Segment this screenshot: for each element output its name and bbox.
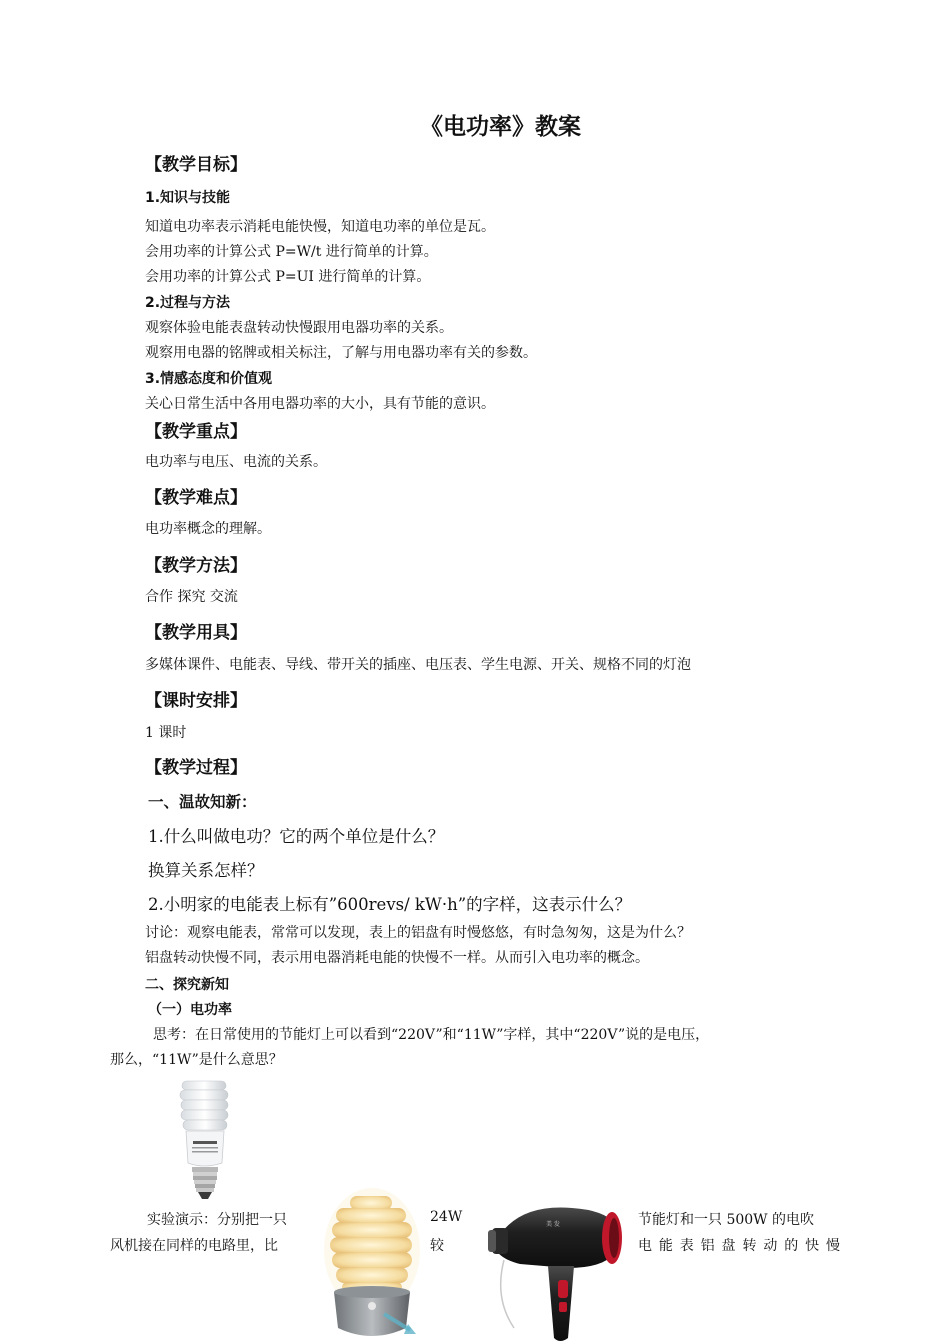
- knowledge-line-3: 会用功率的计算公式 P=UI 进行简单的计算。: [145, 269, 431, 285]
- experiment-text-b2: 较: [430, 1238, 444, 1254]
- heading-process: 【教学过程】: [145, 758, 247, 778]
- experiment-text-c2: 电 能 表 铝 盘 转 动 的 快 慢: [638, 1238, 840, 1254]
- heading-key-points: 【教学重点】: [145, 422, 247, 442]
- knowledge-line-2: 会用功率的计算公式 P=W/t 进行简单的计算。: [145, 244, 438, 260]
- heading-tools: 【教学用具】: [145, 623, 247, 643]
- difficulties-text: 电功率概念的理解。: [145, 521, 271, 537]
- tools-text: 多媒体课件、电能表、导线、带开关的插座、电压表、学生电源、开关、规格不同的灯泡: [145, 657, 691, 673]
- experiment-text-a2: 风机接在同样的电路里，比: [110, 1238, 278, 1254]
- methods-text: 合作 探究 交流: [145, 589, 238, 605]
- heading-schedule: 【课时安排】: [145, 691, 247, 711]
- experiment-text-b1: 24W: [430, 1209, 463, 1225]
- objective-knowledge-title: 1.知识与技能: [145, 190, 231, 206]
- discussion-text: 讨论：观察电能表，常常可以发现，表上的铝盘有时慢悠悠，有时急匆匆，这是为什么？: [145, 925, 691, 941]
- hair-dryer-image: [484, 1198, 628, 1344]
- knowledge-line-1: 知道电功率表示消耗电能快慢，知道电功率的单位是瓦。: [145, 219, 495, 235]
- objective-process-title: 2.过程与方法: [145, 295, 231, 311]
- glowing-spiral-bulb-image: [322, 1188, 422, 1344]
- heading-difficulties: 【教学难点】: [145, 488, 247, 508]
- schedule-text: 1 课时: [145, 725, 187, 741]
- power-section-title: （一）电功率: [148, 1002, 232, 1018]
- experiment-text-c1: 节能灯和一只 500W 的电吹: [638, 1212, 815, 1228]
- process-line-1: 观察体验电能表盘转动快慢跟用电器功率的关系。: [145, 320, 453, 336]
- process-line-2: 观察用电器的铭牌或相关标注，了解与用电器功率有关的参数。: [145, 345, 537, 361]
- review-question-1b: 换算关系怎样？: [148, 861, 264, 880]
- emotion-line-1: 关心日常生活中各用电器功率的大小，具有节能的意识。: [145, 396, 495, 412]
- new-knowledge-title: 二、探究新知: [145, 977, 229, 993]
- key-points-text: 电功率与电压、电流的关系。: [145, 454, 327, 470]
- heading-methods: 【教学方法】: [145, 556, 247, 576]
- objective-emotion-title: 3.情感态度和价值观: [145, 371, 273, 387]
- page-title: 《电功率》教案: [420, 114, 581, 140]
- hair-dryer-brand-label: 美 发: [546, 1221, 560, 1228]
- review-question-1: 1.什么叫做电功？它的两个单位是什么？: [148, 827, 445, 846]
- think-line-1: 思考：在日常使用的节能灯上可以看到“220V”和“11W”字样，其中“220V”说的是电压，: [153, 1027, 710, 1043]
- energy-saving-bulb-image: [168, 1075, 248, 1203]
- review-title: 一、温故知新：: [148, 793, 257, 811]
- conclusion-text: 铝盘转动快慢不同，表示用电器消耗电能的快慢不一样。从而引入电功率的概念。: [145, 950, 649, 966]
- think-line-2: 那么，“11W”是什么意思？: [110, 1052, 283, 1068]
- experiment-text-a1: 实验演示：分别把一只: [147, 1212, 287, 1228]
- heading-objectives: 【教学目标】: [145, 155, 247, 175]
- review-question-2: 2.小明家的电能表上标有”600revs/ kW·h”的字样，这表示什么？: [148, 895, 632, 914]
